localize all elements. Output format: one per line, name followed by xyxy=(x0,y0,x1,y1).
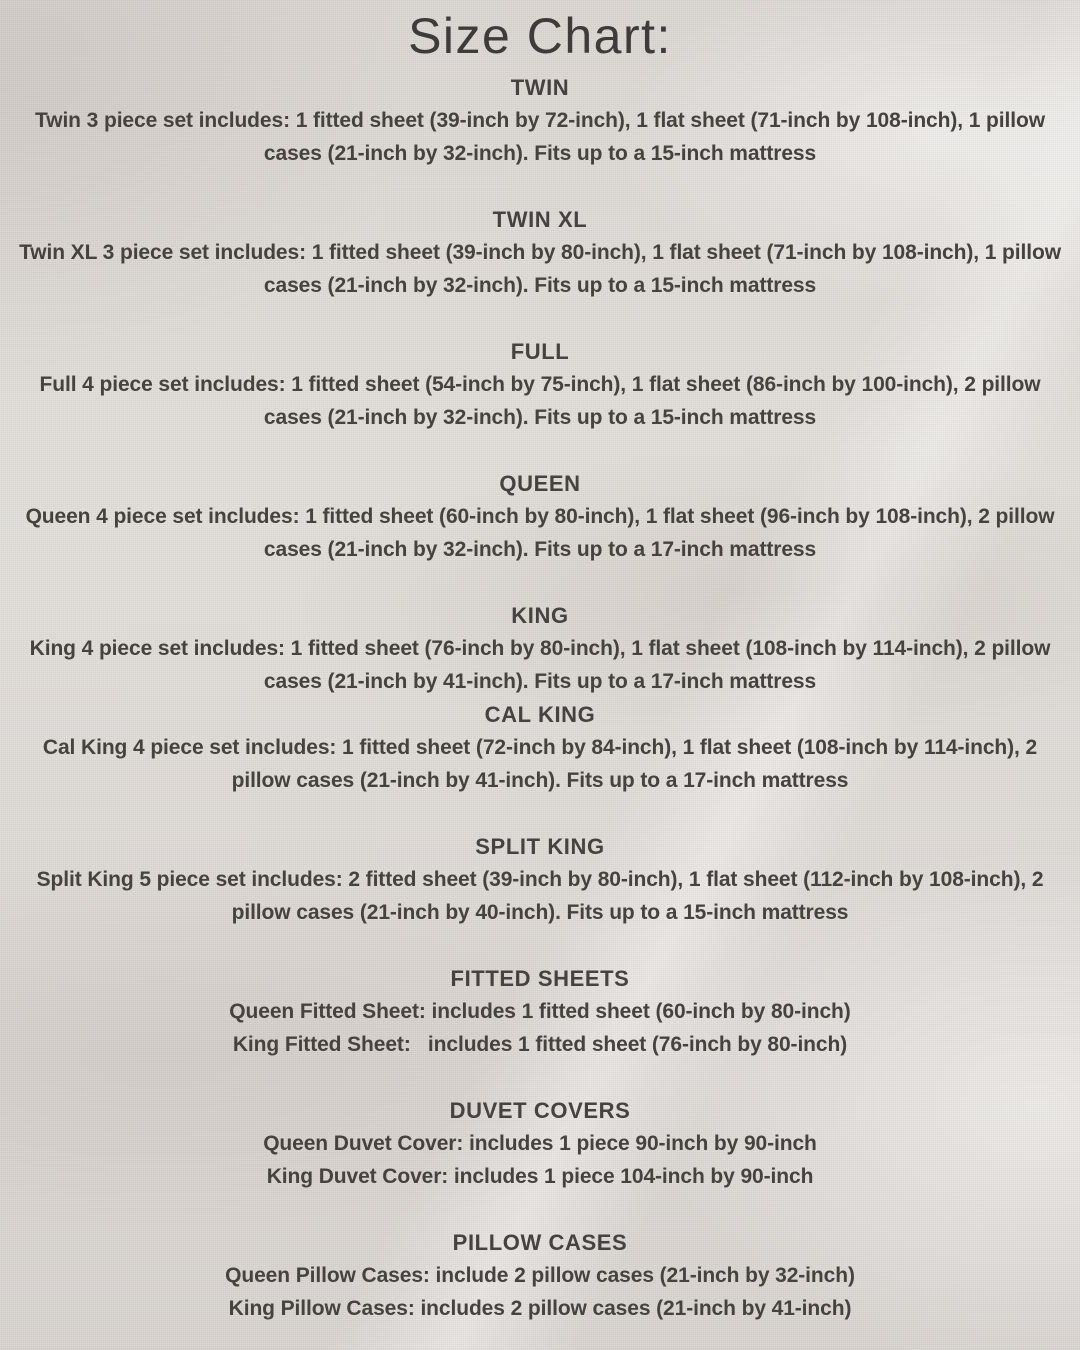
section-heading-queen: QUEEN xyxy=(499,471,581,496)
section-twin xyxy=(12,71,1068,170)
section-queen xyxy=(12,467,1068,566)
section-heading-pillow-cases: PILLOW CASES xyxy=(452,1230,628,1255)
section-fitted-sheets xyxy=(12,962,1068,1061)
section-heading-full: FULL xyxy=(510,339,570,364)
section-twin-xl xyxy=(12,203,1068,302)
section-heading-cal-king: CAL KING xyxy=(484,702,596,727)
section-text-cal-king: Cal King 4 piece set includes: 1 fitted sheet (72-inch by 84-inch), 1 flat sheet (108-inch by 114-inch), 2 pillow cases (21-inch by 41-inch). Fits up to a 17-inch mattress xyxy=(42,736,1043,792)
section-text-queen: Queen 4 piece set includes: 1 fitted sheet (60-inch by 80-inch), 1 flat sheet (96-inch by 108-inch), 2 pillow cases (21-inch by 32-inch). Fits up to a 17-inch mattress xyxy=(25,505,1061,561)
section-heading-duvet-covers: DUVET COVERS xyxy=(449,1098,631,1123)
section-text-king-duvet-cover: King Duvet Cover: includes 1 piece 104-inch by 90-inch xyxy=(266,1165,814,1188)
section-heading-twin: TWIN xyxy=(510,75,570,100)
section-heading-fitted-sheets: FITTED SHEETS xyxy=(450,966,630,991)
section-text-king: King 4 piece set includes: 1 fitted sheet (76-inch by 80-inch), 1 flat sheet (108-inch by 114-inch), 2 pillow cases (21-inch by 41-inch). Fits up to a 17-inch mattress xyxy=(29,637,1057,693)
section-text-queen-fitted-sheet: Queen Fitted Sheet: includes 1 fitted sheet (60-inch by 80-inch) xyxy=(229,1000,851,1023)
section-text-full: Full 4 piece set includes: 1 fitted sheet (54-inch by 75-inch), 1 flat sheet (86-inch by 100-inch), 2 pillow cases (21-inch by 32-inch). Fits up to a 15-inch mattress xyxy=(39,373,1047,429)
page-title: Size Chart: xyxy=(408,8,672,64)
section-text-twin: Twin 3 piece set includes: 1 fitted sheet (39-inch by 72-inch), 1 flat sheet (71-inch by 108-inch), 1 pillow cases (21-inch by 32-inch). Fits up to a 15-inch mattress xyxy=(35,109,1051,165)
section-heading-twin-xl: TWIN XL xyxy=(492,207,588,232)
section-text-king-fitted-sheet: King Fitted Sheet: includes 1 fitted sheet (76-inch by 80-inch) xyxy=(232,1033,848,1056)
section-split-king xyxy=(12,830,1068,929)
section-king xyxy=(12,599,1068,698)
section-pillow-cases xyxy=(12,1226,1068,1325)
section-full xyxy=(12,335,1068,434)
section-text-queen-duvet-cover: Queen Duvet Cover: includes 1 piece 90-inch by 90-inch xyxy=(263,1132,817,1155)
section-cal-king xyxy=(12,698,1068,797)
section-heading-split-king: SPLIT KING xyxy=(475,834,605,859)
section-text-split-king: Split King 5 piece set includes: 2 fitted sheet (39-inch by 80-inch), 1 flat sheet (112-inch by 108-inch), 2 pillow cases (21-inch by 40-inch). Fits up to a 15-inch mattress xyxy=(36,868,1050,924)
section-text-queen-pillow-cases: Queen Pillow Cases: include 2 pillow cases (21-inch by 32-inch) xyxy=(225,1264,855,1287)
section-heading-king: KING xyxy=(511,603,569,628)
section-text-twin-xl: Twin XL 3 piece set includes: 1 fitted sheet (39-inch by 80-inch), 1 flat sheet (71-inch by 108-inch), 1 pillow cases (21-inch by 32-inch). Fits up to a 15-inch mattress xyxy=(19,241,1067,297)
section-duvet-covers xyxy=(12,1094,1068,1193)
section-text-king-pillow-cases: King Pillow Cases: includes 2 pillow cases (21-inch by 41-inch) xyxy=(228,1297,852,1320)
